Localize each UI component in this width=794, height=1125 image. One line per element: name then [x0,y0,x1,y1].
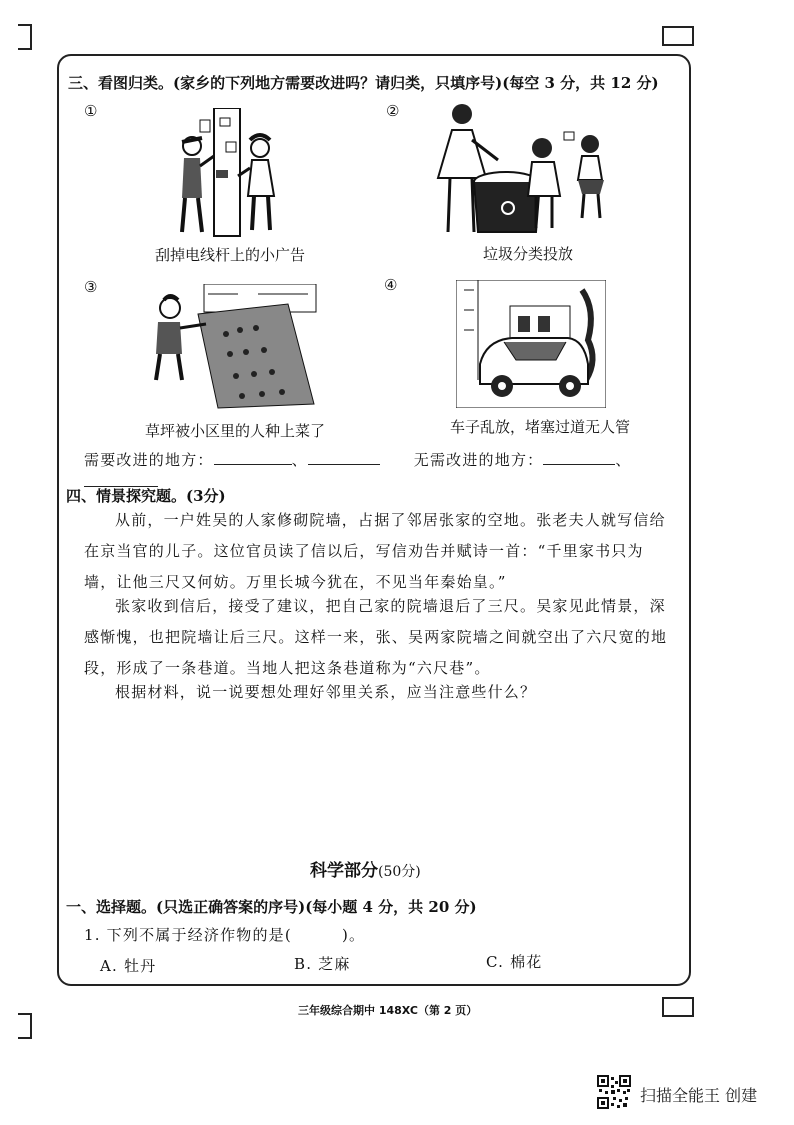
corner-box-top-right [662,26,694,46]
caption-4: 车子乱放，堵塞过道无人管 [449,418,630,436]
caption-2: 垃圾分类投放 [482,245,573,263]
need-improve-label: 需要改进的地方： [84,451,214,469]
story-paragraph-2: 张家收到信后，接受了建议，把自己家的院墙退后了三尺。吴家见此情景，深感惭愧，也把院墙让后三尺。这样一来，张、吴两家院墙之间就空出了六尺宽的地段，形成了一条巷道。当地人把这条巷道称为“六尺巷”。 [84,597,668,677]
corner-box-bottom-right [662,997,694,1017]
caption-3: 草坪被小区里的人种上菜了 [144,422,325,440]
question-1-end: )。 [341,926,366,944]
question-1 [84,922,365,948]
science-heading-text: 科学部分 [310,861,378,881]
question-1-text: 1. 下列不属于经济作物的是( [84,926,292,944]
illustration-car-blocking [456,280,606,408]
need-improve-blank-2[interactable] [308,464,380,465]
question-prompt: 根据材料，说一说要想处理好邻里关系，应当注意些什么？ [115,683,537,701]
separator-1: 、 [291,451,308,469]
separator-2: 、 [615,451,632,469]
corner-mark-top-left [18,24,32,50]
scanner-watermark: 扫描全能王 创建 [640,1086,758,1105]
section3-title: 三、看图归类。(家乡的下列地方需要改进吗？请归类，只填序号)(每空 3 分，共 12 分) [68,74,659,92]
no-need-blank-1[interactable] [543,464,615,465]
option-a[interactable]: A. 牡丹 [100,957,157,975]
mc-title: 一、选择题。(只选正确答案的序号)(每小题 4 分，共 20 分) [66,898,477,916]
section4-title: 四、情景探究题。(3分) [66,487,226,505]
illustration-lawn-vegetables [148,284,318,410]
no-need-label: 无需改进的地方： [413,451,544,469]
qr-code-icon [597,1075,631,1109]
page-footer: 三年级综合期中 148XC（第 2 页） [298,1004,478,1017]
option-b[interactable]: B. 芝麻 [294,955,351,973]
illustration-pole-ads [170,108,290,240]
story-paragraph-1: 从前，一户姓吴的人家修砌院墙，占据了邻居张家的空地。张老夫人就写信给在京当官的儿子。这位官员读了信以后，写信劝告并赋诗一首：“千里家书只为墙，让他三尺又何妨。万里长城今犹在，不见当年秦始皇。” [84,511,666,591]
corner-mark-bottom-left [18,1013,32,1039]
need-improve-blank-1[interactable] [214,464,292,465]
item-number-2: ② [386,102,400,120]
item-number-4: ④ [384,276,398,294]
caption-1: 刮掉电线杆上的小广告 [154,246,305,264]
science-heading-score: (50分) [378,864,421,880]
option-c[interactable]: C. 棉花 [486,953,543,971]
illustration-trash-sorting [432,100,612,236]
item-number-3: ③ [84,278,98,296]
item-number-1: ① [84,102,98,120]
science-heading [310,856,421,881]
